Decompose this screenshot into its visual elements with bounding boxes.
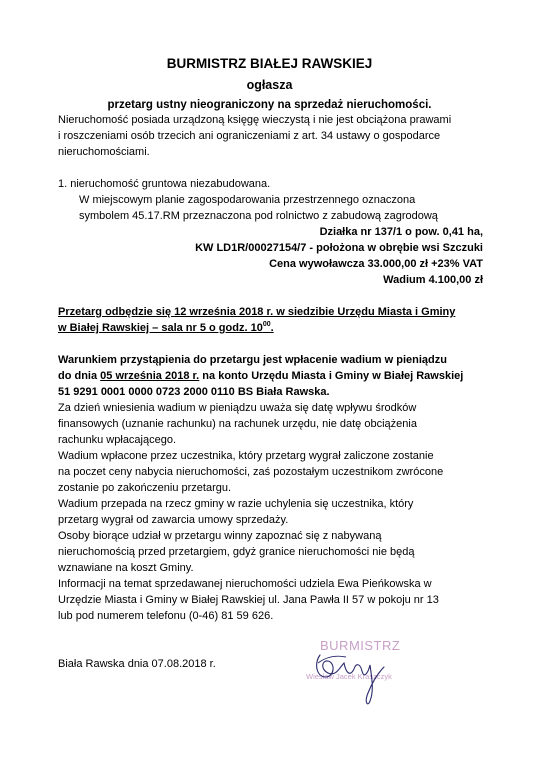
- paragraph-line: Wadium wpłacone przez uczestnika, który przetarg wygrał zaliczone zostanie: [58, 450, 434, 462]
- paragraph-line: Osoby biorące udział w przetargu winny zapoznać się z nabywaną: [58, 530, 382, 542]
- conditions-line-2: [58, 369, 463, 383]
- paragraph-line: zostanie po zakończeniu przetargu.: [58, 482, 232, 494]
- paragraph-line: Informacji na temat sprzedawanej nieruchomości udziela Ewa Pieńkowska w: [58, 578, 432, 590]
- conditions-prefix: do dnia: [58, 370, 101, 382]
- paragraph-line: wznawiane na koszt Gminy.: [58, 562, 194, 574]
- document-title: BURMISTRZ BIAŁEJ RAWSKIEJ: [166, 56, 373, 71]
- paragraph-line: nieruchomością przed przetargiem, gdyż granice nieruchomości nie będą: [58, 546, 415, 558]
- conditions-line-1: Warunkiem przystąpienia do przetargu jest wpłacenie wadium w pieniądzu: [58, 354, 447, 366]
- paragraph-line: na poczet ceny nabycia nieruchomości, zaś pozostałym uczestnikom zwrócone: [58, 466, 444, 478]
- auction-hour-minutes: 00: [262, 321, 271, 328]
- property-desc-1: W miejscowym planie zagospodarowania przestrzennego oznaczona: [79, 194, 416, 206]
- deposit-amount: Wadium 4.100,00 zł: [383, 274, 483, 286]
- paragraph-line: Za dzień wniesienia wadium w pieniądzu uważa się datę wpływu środków: [58, 402, 417, 414]
- auction-date-line-1: Przetarg odbędzie się 12 września 2018 r. w siedzibie Urzędu Miasta i Gminy: [58, 306, 456, 318]
- parcel-info: Działka nr 137/1 o pow. 0,41 ha,: [319, 226, 483, 238]
- auction-date-line-2: [58, 321, 274, 335]
- signature-stamp: [306, 633, 426, 713]
- auction-venue: w Białej Rawskiej – sala nr 5 o godz. 10: [58, 322, 263, 334]
- paragraph-line: lub pod numerem telefonu (0-46) 81 59 626.: [58, 610, 274, 622]
- intro-line-2: i roszczeniami osób trzecich ani ograniczeniami z art. 34 ustawy o gospodarce: [58, 130, 441, 142]
- land-register-info: KW LD1R/00027154/7 - położona w obrębie wsi Szczuki: [195, 242, 483, 254]
- stamp-title: BURMISTRZ: [320, 638, 401, 653]
- deposit-deadline: 05 września 2018 r.: [100, 370, 200, 382]
- property-desc-2: symbolem 45.17.RM przeznaczona pod rolnictwo z zabudową zagrodową: [79, 210, 438, 222]
- paragraph-line: przetarg wygrał od zawarcia umowy sprzedaży.: [58, 514, 289, 526]
- bank-account: 51 9291 0001 0000 0723 2000 0110 BS Biała Rawska.: [58, 386, 330, 398]
- place-and-date: Biała Rawska dnia 07.08.2018 r.: [58, 658, 216, 670]
- paragraph-line: finansowych (uznanie rachunku) na rachunek urzędu, nie datę obciążenia: [58, 418, 417, 430]
- handwritten-signature: [306, 633, 426, 713]
- stamp-name: Wiesław Jacek Kraszczyk: [306, 672, 392, 681]
- paragraph-line: Wadium przepada na rzecz gminy w razie uchylenia się uczestnika, który: [58, 498, 414, 510]
- starting-price: Cena wywoławcza 33.000,00 zł +23% VAT: [269, 258, 483, 270]
- auction-line-end: .: [270, 322, 274, 334]
- announces-heading: ogłasza: [246, 78, 293, 92]
- paragraph-line: rachunku wpłacającego.: [58, 434, 177, 446]
- property-item: 1. nieruchomość gruntowa niezabudowana.: [58, 178, 271, 190]
- intro-line-3: nieruchomościami.: [58, 146, 150, 158]
- intro-line-1: Nieruchomość posiada urządzoną księgę wieczystą i nie jest obciążona prawami: [58, 114, 452, 126]
- paragraph-line: Urzędzie Miasta i Gminy w Białej Rawskiej ul. Jana Pawła II 57 w pokoju nr 13: [58, 594, 439, 606]
- conditions-account-text: na konto Urzędu Miasta i Gminy w Białej Rawskiej: [199, 370, 464, 382]
- subject-heading: przetarg ustny nieograniczony na sprzedaż nieruchomości.: [107, 99, 432, 111]
